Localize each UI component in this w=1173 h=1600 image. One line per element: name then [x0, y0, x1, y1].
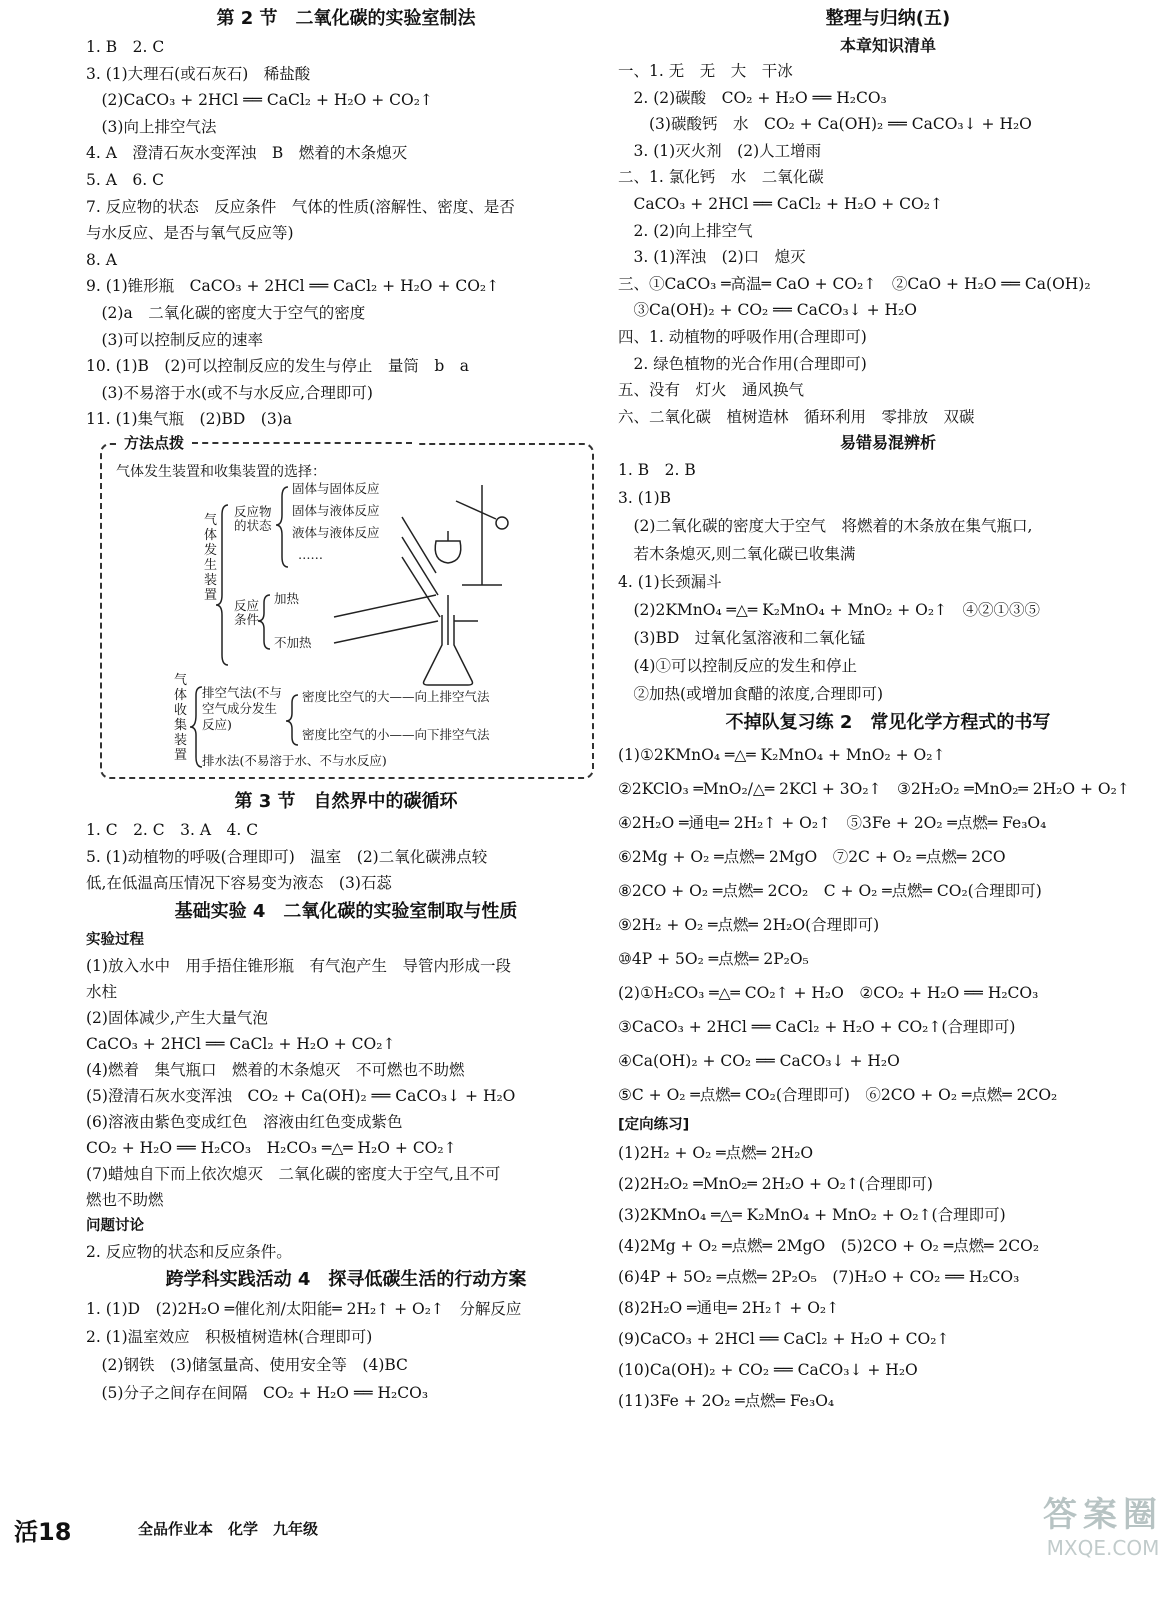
answer-line: (5)分子之间存在间隔 CO₂ + H₂O ══ H₂CO₃ [86, 1384, 429, 1403]
equation-line: (1)2H₂ + O₂ ═点燃═ 2H₂O [618, 1144, 814, 1163]
air-option-lighter: 密度比空气的小——向下排空气法 [302, 726, 490, 742]
experiment-process-heading: 实验过程 [86, 931, 144, 948]
equation-line: (2)2H₂O₂ ═MnO₂═ 2H₂O + O₂↑(合理即可) [618, 1175, 933, 1194]
brace-collection [190, 687, 202, 767]
experiment-4-title: 基础实验 4 二氧化碳的实验室制取与性质 [174, 900, 518, 922]
answer-line: (3)BD 过氧化氢溶液和二氧化锰 [618, 629, 866, 648]
reactant-state-label: 反应物的状态 [234, 503, 272, 533]
answer-line: 3. (1)B [618, 489, 672, 508]
activity-4-title: 跨学科实践活动 4 探寻低碳生活的行动方案 [165, 1269, 527, 1291]
answer-line: 1. C 2. C 3. A 4. C [86, 820, 259, 839]
equation-line: (2)①H₂CO₃ ═△═ CO₂↑ + H₂O ②CO₂ + H₂O ══ H₂CO₃ [618, 984, 1039, 1003]
answer-line: 1. B 2. B [618, 461, 696, 480]
equation-line: ⑧2CO + O₂ ═点燃═ 2CO₂ C + O₂ ═点燃═ CO₂(合理即可) [618, 882, 1042, 901]
answer-line: (4)①可以控制反应的发生和停止 [618, 657, 857, 676]
answer-line: (3)碳酸钙 水 CO₂ + Ca(OH)₂ ══ CaCO₃↓ + H₂O [618, 115, 1032, 134]
discussion-heading: 问题讨论 [86, 1217, 144, 1234]
state-option-2: 固体与液体反应 [292, 502, 380, 518]
answer-line: (7)蜡烛自下而上依次熄灭 二氧化碳的密度大于空气,且不可 [86, 1164, 501, 1183]
answer-line: 2. (2)向上排空气 [618, 221, 753, 240]
knowledge-list-answers [618, 58, 1158, 430]
method-tips-title: 方法点拨 [118, 432, 418, 453]
answer-line: CaCO₃ + 2HCl ══ CaCl₂ + H₂O + CO₂↑ [618, 194, 943, 213]
answer-line: ②加热(或增加食醋的浓度,合理即可) [618, 685, 884, 704]
answer-line: 2. 绿色植物的光合作用(合理即可) [618, 354, 867, 373]
equation-line: ⑤C + O₂ ═点燃═ CO₂(合理即可) ⑥2CO + O₂ ═点燃═ 2CO₂ [618, 1086, 1058, 1105]
answer-line: 四、1. 动植物的呼吸作用(合理即可) [618, 327, 867, 346]
equation-writing-answers [618, 738, 1158, 1112]
equation-line: (4)2Mg + O₂ ═点燃═ 2MgO (5)2CO + O₂ ═点燃═ 2CO₂ [618, 1237, 1040, 1256]
answer-line: 4. A 澄清石灰水变浑浊 B 燃着的木条熄灭 [86, 144, 408, 163]
answer-line: 六、二氧化碳 植树造林 循环利用 零排放 双碳 [618, 407, 975, 426]
answer-line: 9. (1)锥形瓶 CaCO₃ + 2HCl ══ CaCl₂ + H₂O + CO₂↑ [86, 277, 500, 296]
equation-line: (3)2KMnO₄ ═△═ K₂MnO₄ + MnO₂ + O₂↑(合理即可) [618, 1206, 1006, 1225]
watermark-logo [1043, 1487, 1163, 1560]
review-2-title: 不掉队复习练 2 常见化学方程式的书写 [725, 712, 1051, 734]
answer-line: 5. A 6. C [86, 170, 164, 189]
answer-line: (3)可以控制反应的速率 [86, 330, 263, 349]
link-line-5 [334, 621, 438, 643]
gas-generation-label: 气体发生装置 [204, 512, 218, 603]
answer-line: 燃也不助燃 [86, 1190, 164, 1209]
water-displacement-method: 排水法(不易溶于水、不与水反应) [202, 752, 387, 768]
tilted-test-tube [456, 501, 496, 519]
answer-line: 7. 反应物的状态 反应条件 气体的性质(溶解性、密度、是否 [86, 197, 515, 216]
answer-line: (3)向上排空气法 [86, 117, 217, 136]
answer-line: 低,在低温高压情况下容易变为液态 (3)石蕊 [86, 874, 392, 893]
answer-line: 与水反应、是否与氧气反应等) [86, 224, 294, 243]
page-number: 活18 [14, 1518, 72, 1546]
equation-line: ④Ca(OH)₂ + CO₂ ══ CaCO₃↓ + H₂O [618, 1052, 900, 1071]
section-3-answers [86, 817, 606, 897]
answer-line: 8. A [86, 250, 117, 269]
answer-line: 3. (1)灭火剂 (2)人工增雨 [618, 141, 822, 160]
answer-line: 若木条熄灭,则二氧化碳已收集满 [618, 545, 856, 564]
answer-line: 10. (1)B (2)可以控制反应的发生与停止 量筒 b a [86, 357, 470, 376]
link-line-3 [402, 557, 440, 617]
answer-line: (2)2KMnO₄ ═△═ K₂MnO₄ + MnO₂ + O₂↑ ④②①③⑤ [618, 601, 1041, 620]
answer-line: 1. (1)D (2)2H₂O ═催化剂/太阳能═ 2H₂↑ + O₂↑ 分解反应 [86, 1300, 522, 1319]
state-option-more: …… [298, 546, 323, 562]
discussion-answer: 2. 反应物的状态和反应条件。 [86, 1242, 292, 1261]
answer-line: CO₂ + H₂O ══ H₂CO₃ H₂CO₃ ═△═ H₂O + CO₂↑ [86, 1138, 457, 1157]
answer-line: 五、没有 灯火 通风换气 [618, 381, 805, 400]
activity-4-answers [86, 1295, 606, 1407]
section-2-answers [86, 34, 606, 433]
equation-line: ③CaCO₃ + 2HCl ══ CaCl₂ + H₂O + CO₂↑(合理即可) [618, 1018, 1016, 1037]
answer-line: 二、1. 氯化钙 水 二氧化碳 [618, 168, 824, 187]
equation-line: (9)CaCO₃ + 2HCl ══ CaCl₂ + H₂O + CO₂↑ [618, 1330, 950, 1349]
answer-line: (6)溶液由紫色变成红色 溶液由红色变成紫色 [86, 1112, 403, 1131]
answer-line: 一、1. 无 无 大 干冰 [618, 62, 793, 80]
link-line-4 [334, 595, 436, 617]
tube-stopper [496, 517, 508, 529]
answer-line: 5. (1)动植物的呼吸(合理即可) 温室 (2)二氧化碳沸点较 [86, 847, 488, 866]
answer-line: (2)钢铁 (3)储氢量高、使用安全等 (4)BC [86, 1356, 408, 1375]
state-option-3: 液体与液体反应 [292, 524, 380, 540]
experiment-4-answers [86, 953, 606, 1213]
condition-no-heating: 不加热 [274, 634, 312, 650]
common-mistakes-answers [618, 456, 1158, 708]
equation-line: (6)4P + 5O₂ ═点燃═ 2P₂O₅ (7)H₂O + CO₂ ══ H₂CO₃ [618, 1268, 1020, 1287]
right-column [618, 4, 1158, 1417]
answer-line: ③Ca(OH)₂ + CO₂ ══ CaCO₃↓ + H₂O [618, 301, 917, 320]
page-footer [0, 1495, 1173, 1568]
equation-line: (11)3Fe + 2O₂ ═点燃═ Fe₃O₄ [618, 1392, 835, 1411]
equation-line: (8)2H₂O ═通电═ 2H₂↑ + O₂↑ [618, 1299, 840, 1318]
answer-line: 2. (2)碳酸 CO₂ + H₂O ══ H₂CO₃ [618, 88, 887, 107]
answer-line: 3. (1)浑浊 (2)口 熄灭 [618, 248, 806, 267]
left-column [86, 4, 606, 1407]
answer-line: 1. B 2. C [86, 38, 165, 56]
gas-collection-label: 气体收集装置 [174, 672, 188, 763]
equation-line: ⑥2Mg + O₂ ═点燃═ 2MgO ⑦2C + O₂ ═点燃═ 2CO [618, 848, 1006, 867]
answer-line: (3)不易溶于水(或不与水反应,合理即可) [86, 383, 373, 402]
equation-line: (1)①2KMnO₄ ═△═ K₂MnO₄ + MnO₂ + O₂↑ [618, 746, 946, 765]
equation-line: ⑨2H₂ + O₂ ═点燃═ 2H₂O(合理即可) [618, 916, 880, 935]
watermark-text: 答案圈 [1043, 1495, 1163, 1535]
watermark-url: MXQE.COM [1046, 1536, 1160, 1560]
answer-line: 三、①CaCO₃ ═高温═ CaO + CO₂↑ ②CaO + H₂O ══ Ca(OH)₂ [618, 274, 1091, 293]
method-tips-box [100, 433, 594, 779]
knowledge-list-heading: 本章知识清单 [839, 36, 936, 55]
answer-line: (2)二氧化碳的密度大于空气 将燃着的木条放在集气瓶口, [618, 517, 1033, 536]
method-tips-intro: 气体发生装置和收集装置的选择： [116, 463, 326, 480]
answer-line: (4)燃着 集气瓶口 燃着的木条熄灭 不可燃也不助燃 [86, 1060, 465, 1079]
air-option-denser: 密度比空气的大——向上排空气法 [302, 688, 490, 704]
answer-line: 水柱 [86, 982, 118, 1001]
brace-generation [216, 505, 228, 665]
answer-line: 11. (1)集气瓶 (2)BD (3)a [86, 410, 293, 429]
targeted-practice-answers [618, 1138, 1158, 1417]
section-2-title: 第 2 节 二氧化碳的实验室制法 [216, 8, 476, 29]
equation-line: (10)Ca(OH)₂ + CO₂ ══ CaCO₃↓ + H₂O [618, 1361, 918, 1380]
summary-title: 整理与归纳(五) [825, 8, 951, 29]
answer-line: (5)澄清石灰水变浑浊 CO₂ + Ca(OH)₂ ══ CaCO₃↓ + H₂O [86, 1086, 516, 1105]
alcohol-lamp [435, 541, 461, 563]
answer-line: 2. (1)温室效应 积极植树造林(合理即可) [86, 1328, 373, 1347]
answer-line: 3. (1)大理石(或石灰石) 稀盐酸 [86, 64, 311, 83]
section-3-title: 第 3 节 自然界中的碳循环 [234, 790, 458, 812]
common-mistakes-heading: 易错易混辨析 [839, 433, 936, 453]
equation-line: ④2H₂O ═通电═ 2H₂↑ + O₂↑ ⑤3Fe + 2O₂ ═点燃═ Fe₃O₄ [618, 814, 1047, 833]
equation-line: ②2KClO₃ ═MnO₂/△═ 2KCl + 3O₂↑ ③2H₂O₂ ═MnO₂═ 2H₂O + O₂↑ [618, 780, 1130, 799]
answer-line: (2)a 二氧化碳的密度大于空气的密度 [86, 303, 366, 322]
answer-line: (2)固体减少,产生大量气泡 [86, 1008, 268, 1027]
answer-line: CaCO₃ + 2HCl ══ CaCl₂ + H₂O + CO₂↑ [86, 1034, 396, 1053]
equation-line: ⑩4P + 5O₂ ═点燃═ 2P₂O₅ [618, 950, 809, 969]
answer-line: (2)CaCO₃ + 2HCl ══ CaCl₂ + H₂O + CO₂↑ [86, 91, 433, 110]
condition-heating: 加热 [274, 590, 300, 606]
book-title: 全品作业本 化学 九年级 [138, 1520, 319, 1538]
brace-state [276, 487, 288, 567]
state-option-1: 固体与固体反应 [292, 480, 380, 496]
air-displacement-method: 排空气法(不与空气成分发生反应) [202, 684, 282, 732]
targeted-practice-heading: [定向练习] [618, 1117, 690, 1134]
reaction-condition-label: 反应条件 [234, 597, 260, 627]
answer-line: (1)放入水中 用手捂住锥形瓶 有气泡产生 导管内形成一段 [86, 956, 511, 975]
answer-line: 4. (1)长颈漏斗 [618, 573, 722, 592]
